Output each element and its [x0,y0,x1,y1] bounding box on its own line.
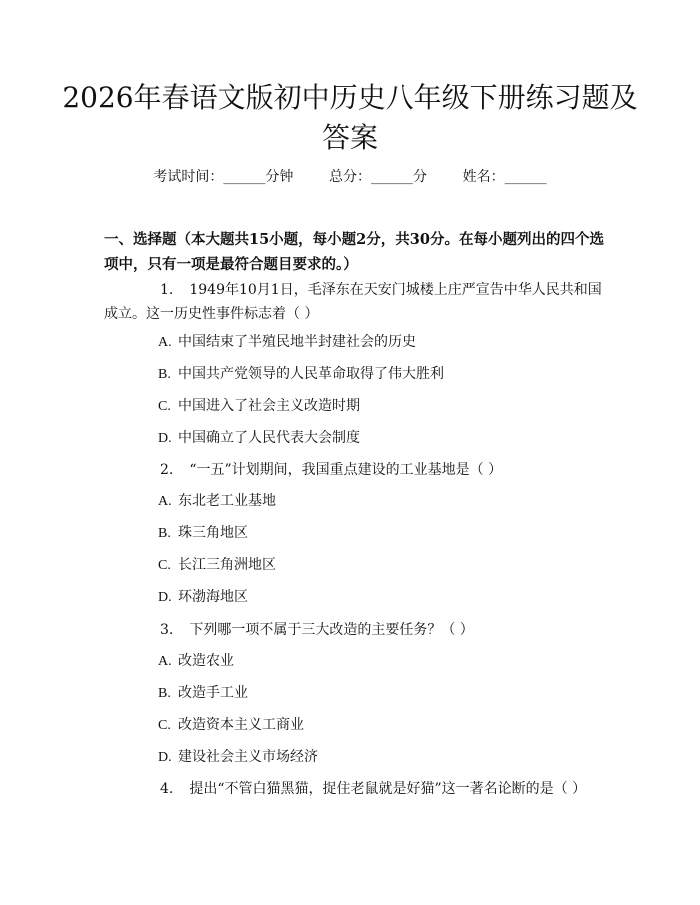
option-text: 长江三角洲地区 [178,557,276,573]
total-score-blank: ______ [371,169,413,185]
total-score-unit: 分 [413,169,427,185]
exam-time-blank: ______ [223,169,266,185]
option-letter: A. [158,494,172,509]
option-text: 中国确立了人民代表大会制度 [178,430,360,446]
option-text: 中国共产党领导的人民革命取得了伟大胜利 [178,366,444,382]
question-3-option-c [158,714,304,737]
option-letter: A. [158,654,172,669]
option-letter: B. [158,526,171,541]
question-3-option-b [158,682,248,705]
option-letter: C. [158,718,171,733]
question-4-text: 提出“不管白猫黑猫，捉住老鼠就是好猫”这一著名论断的是（ ） [189,781,587,797]
exam-time-label: 考试时间： [153,169,224,185]
question-3-option-a [158,650,234,673]
question-2-option-b [158,522,248,545]
option-letter: D. [158,590,172,605]
option-text: 改造手工业 [178,685,248,701]
option-letter: D. [158,431,172,446]
question-2-stem [104,458,604,482]
question-3-text: 下列哪一项不属于三大改造的主要任务？（ ） [189,622,474,638]
option-letter: D. [158,750,172,765]
question-1-number: 1. [160,282,174,298]
question-3-stem [104,618,604,642]
question-1-option-c [158,395,360,418]
question-3-number: 3. [160,622,174,638]
option-text: 改造农业 [178,653,234,669]
question-2-option-d [158,586,248,609]
question-2-text: “一五”计划期间，我国重点建设的工业基地是（ ） [189,462,503,478]
option-text: 东北老工业基地 [178,493,276,509]
exam-time-unit: 分钟 [265,169,294,185]
option-letter: C. [158,399,171,414]
question-4-stem [104,777,604,801]
page-title: 2026年春语文版初中历史八年级下册练习题及答案 [62,81,638,154]
question-2-option-a [158,490,276,513]
option-text: 中国进入了社会主义改造时期 [178,398,360,414]
option-text: 中国结束了半殖民地半封建社会的历史 [178,334,416,350]
question-1-option-b [158,363,444,386]
option-letter: C. [158,558,171,573]
question-1-option-d [158,427,360,450]
question-1-text: 1949年10月1日，毛泽东在天安门城楼上庄严宣告中华人民共和国成立。这一历史性事件标志着（ ） [104,282,602,322]
question-2-number: 2. [160,462,174,478]
option-letter: B. [158,367,171,382]
student-name-label: 姓名： [462,169,505,185]
option-text: 建设社会主义市场经济 [178,749,318,765]
total-score-label: 总分： [329,169,371,185]
question-2-option-c [158,554,276,577]
section-1-header: 一、选择题（本大题共15小题，每小题2分，共30分。在每小题列出的四个选项中，只有一项是最符合题目要求的。） [104,231,604,273]
question-1-stem [104,278,604,326]
question-4-number: 4. [160,781,174,797]
option-letter: A. [158,335,172,350]
option-text: 改造资本主义工商业 [178,717,304,733]
question-3-option-d [158,746,318,769]
question-1-option-a [158,331,416,354]
exam-info-line [0,166,700,188]
student-name-blank: ______ [504,169,547,185]
option-letter: B. [158,686,171,701]
option-text: 珠三角地区 [178,525,248,541]
option-text: 环渤海地区 [178,589,248,605]
